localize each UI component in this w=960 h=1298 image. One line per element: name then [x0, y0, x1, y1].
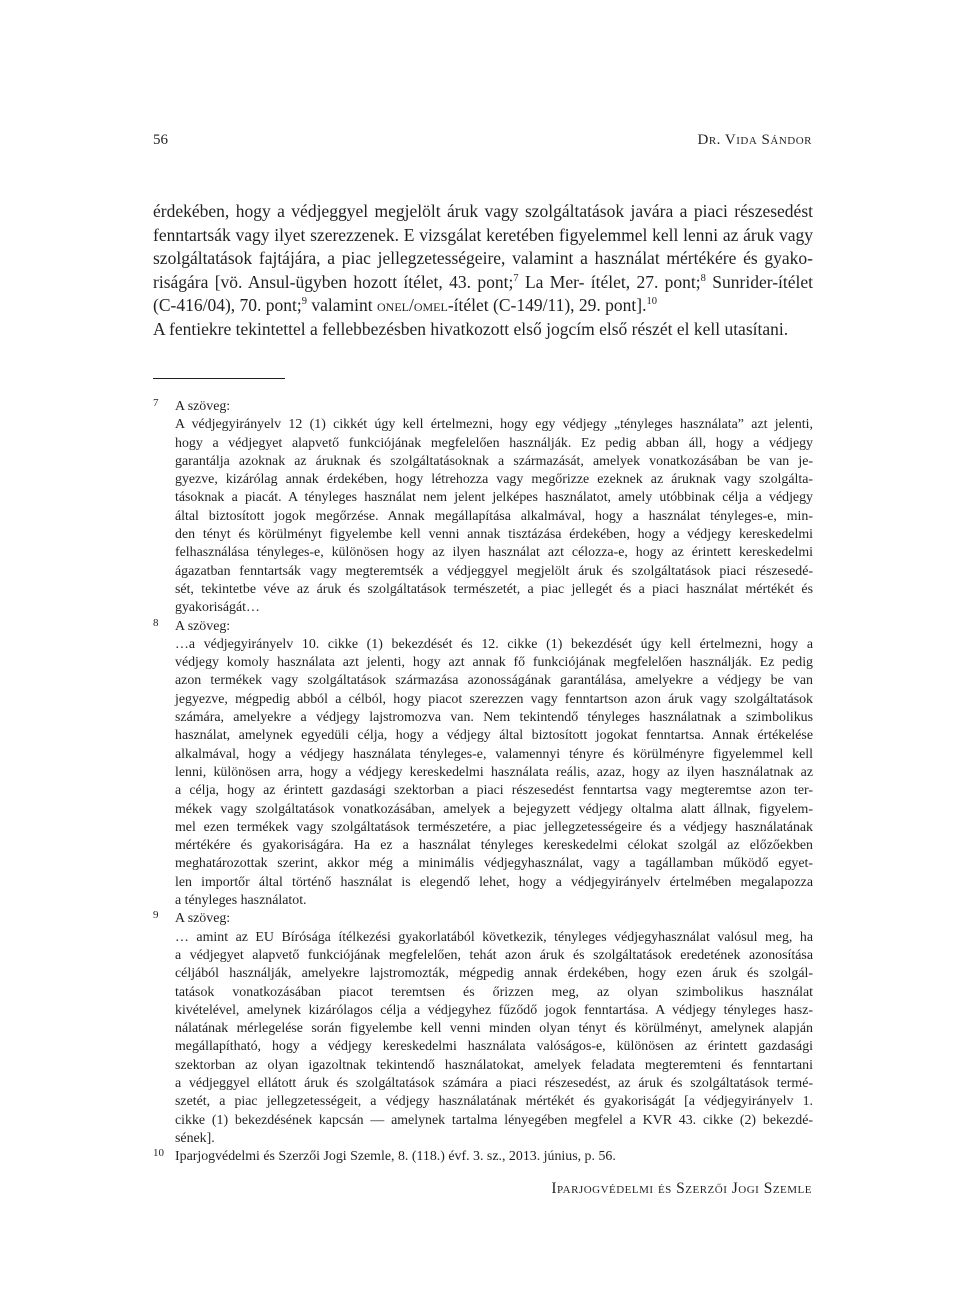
footnote-line: céljából használják, amelyekre lajstromozták, mégpedig annak érdekében, hogy ezen áruk és szolgál-: [175, 966, 813, 982]
footnote: [153, 618, 813, 911]
footnote-line: azon termékek vagy szolgáltatások származása azonosságának garantálása, amelyekre a védjegy be van: [175, 673, 813, 689]
footnote-separator: [153, 378, 285, 379]
footnote-number: 7: [153, 397, 159, 409]
footnote-line: a célja, hogy az érintett gazdasági szektorban a piaci részesedést fenntartsa vagy megteremtse azon ter-: [175, 783, 813, 799]
footnote-ref: 10: [646, 296, 657, 308]
footnote-line: által biztosított jogok megőrzése. Annak megállapítása alkalmával, hogy a használat tényleges-e, min-: [175, 508, 813, 524]
footnote-line: mékek vagy szolgáltatások vonatkozásában, amelyek a bejegyzett védjegy oltalma alatt állnak, figyelem-: [175, 801, 813, 817]
body-line: fenntartsák vagy ilyet szerezzenek. E vizsgálat keretében figyelemmel kell lenni az áruk vagy: [153, 224, 813, 245]
journal-footer: Iparjogvédelmi és Szerzői Jogi Szemle: [551, 1180, 812, 1197]
body-line: A fentiekre tekintettel a fellebbezésben hivatkozott első jogcím első részét el kell utasítani.: [153, 318, 789, 339]
footnote-line: … amint az EU Bírósága ítélkezési gyakorlatából következik, tényleges védjegyhasználat valósul meg, ha: [175, 929, 813, 945]
footnote-number: 8: [153, 616, 159, 629]
footnote-line: meghatározottak szerint, akkor még a minimális védjegyhasználat, vagy a tagállamban működő egyet-: [175, 856, 813, 872]
footnote-line: védjegy komoly használata azt jelenti, hogy azt annak fő funkciójának megfelelően használják. Ez pedig: [175, 655, 813, 671]
footnote-ref: 7: [513, 272, 519, 284]
body-segment: (C-416/04), 70. pont;: [153, 295, 302, 316]
body-segment: Sunrider-ítélet: [712, 271, 814, 292]
footnote-line: A szöveg:: [175, 911, 231, 927]
footnote-line: lenni, különösen arra, hogy a védjegy kereskedelmi használata reális, azaz, hogy az ilyen használatnak az: [175, 764, 813, 780]
footnotes: [153, 398, 813, 1166]
footnote-line: sének].: [175, 1130, 215, 1146]
footnote-number: 10: [153, 1147, 164, 1160]
body-segment: -ítélet (C-149/11), 29. pont].: [447, 295, 647, 316]
body-segment: riságára [vö. Ansul-ügyben hozott ítélet, 43. pont;: [153, 271, 514, 292]
footnote-line: …a védjegyirányelv 10. cikke (1) bekezdését és 12. cikke (1) bekezdését úgy kell értelmezni, hogy a: [175, 636, 813, 652]
footnote-ref: 9: [301, 296, 307, 308]
page-number: 56: [153, 132, 168, 148]
footnote-line: nálatának mérlegelése során figyelembe kell venni minden olyan tényt és körülményt, amelynek alapján: [175, 1021, 813, 1037]
footnote-number: 9: [153, 909, 159, 922]
footnote-line: mértékére és gyakoriságára. Ha ez a használat tényleges kereskedelmi célokat szolgál az előzőekben: [175, 838, 813, 854]
footnote-line: sét, tekintetbe véve az áruk és szolgáltatások természetét, a piac jellegét és a piaci használat mértékét és: [175, 581, 813, 597]
footnote: [153, 1148, 813, 1166]
footnote-line: A szöveg:: [175, 399, 231, 414]
footnote-line: gyezve, kizárólag annak érdekében, hogy létrehozza vagy megőrizze ezeknek az áruknak vagy szolgálta-: [175, 472, 813, 488]
body-segment: valamint: [311, 295, 373, 316]
footnote-line: megállapítható, hogy a védjegy kereskedelmi használata valóságos-e, különösen az érintett gazdasági: [175, 1039, 813, 1055]
footnote-line: cikke (1) bekezdésének kapcsán — amelynek tartalma lényegében megfelel a KVR 43. cikke (2) bekezdé-: [175, 1112, 813, 1128]
footnote-line: jegyezve, mégpedig abból a célból, hogy piacot szerezzen vagy fenntartson azon áruk vagy szolgáltatások: [175, 691, 813, 707]
footnote-line: felhasználása tényleges-e, különösen hogy az ilyen használat azt célozza-e, hogy az érintett kereskedelmi: [175, 545, 813, 561]
footnote-line: tásoknak a piacát. A tényleges használat nem jelent jelképes használatot, amely utóbbinak célja a védjegy: [175, 490, 813, 506]
footnote-line: A védjegyirányelv 12 (1) cikkét úgy kell értelmezni, hogy egy védjegy „tényleges használata” azt jelenti,: [175, 417, 813, 433]
footnote-line: hogy a védjegyet alapvető funkciójának megfelelően használják. Ez pedig abban áll, hogy a védjegy: [175, 435, 813, 451]
footnote-line: szetét, a piac jellegzetességeit, a védjegy használatának mértékét és gyakoriságát [a védjegyirányelv 1.: [175, 1094, 813, 1110]
footnote-line: a védjeggyel ellátott áruk és szolgáltatások számára a piaci részesedést, az áruk és szolgáltatások termé-: [175, 1075, 813, 1091]
body-text: [153, 200, 813, 342]
footnote-line: garantálja azoknak az áruknak és szolgáltatásoknak a származását, amelyek vonatkozásában be van je-: [175, 453, 813, 469]
footnote-line: tatások vonatkozásában piacot teremtsen és őrizzen meg, az olyan szimbolikus használat: [175, 984, 813, 1000]
footnote-line: ágazatban fenntartsák vagy megteremtsék a védjeggyel megjelölt áruk és szolgáltatások piaci részesedé-: [175, 563, 813, 579]
footnote-line: számára, amelyekre a védjegy lajstromozva van. Nem tekintendő tényleges használatnak a szimbolikus: [175, 710, 813, 726]
footnote-line: a tényleges használatot.: [175, 893, 307, 909]
running-head: Dr. Vida Sándor: [697, 132, 812, 148]
footnote-line: den tényt és körülményt figyelembe kell venni annak tisztázása érdekében, hogy a védjegy kereskedelmi: [175, 527, 813, 543]
body-line: szolgáltatások fajtájára, a piac jellegzetességeire, valamint a használat mértékére és gyako-: [153, 248, 813, 269]
footnote-line: A szöveg:: [175, 618, 231, 634]
body-line: érdekében, hogy a védjeggyel megjelölt áruk vagy szolgáltatások javára a piaci részesedést: [153, 201, 813, 221]
body-line: [153, 294, 813, 318]
footnote-line: gyakoriságát…: [175, 600, 260, 616]
footnote-ref: 8: [700, 272, 706, 284]
footnote-line: len importőr által történő használat is elegendő lehet, hogy a védjegyirányelv értelmében megalapozza: [175, 874, 813, 890]
footnote: [153, 398, 813, 618]
footnote-line: a védjegyet alapvető funkciójának megfelelően, tehát azon áruk és szolgáltatások eredetének azonosítása: [175, 947, 813, 963]
footnote-line: alkalmával, hogy a védjegy használata tényleges-e, valamennyi tényre és körülményre figyelemmel kell: [175, 746, 813, 762]
footnote-line: használat, amelynek egyedüli célja, hogy a védjegy által biztosított jogokat fenntartsa. Annak értékelése: [175, 728, 813, 744]
body-line: [153, 271, 813, 295]
footnote-line: kivételével, amelynek kizárólagos célja a védjegyhez fűződő jogok fenntartása. A védjegy tényleges hasz-: [175, 1002, 813, 1018]
case-name: onel/omel: [376, 295, 448, 316]
footnote-line: mel ezen termékek vagy szolgáltatások természetére, a piac jellegzetességeire és a védjegy használatának: [175, 819, 813, 835]
body-segment: La Mer- ítélet, 27. pont;: [524, 271, 701, 292]
footnote-line: szektorban az olyan igazoltnak tekintendő használatokat, amelyek feladata megteremteni és fenntartani: [175, 1057, 813, 1073]
footnote-line: Iparjogvédelmi és Szerzői Jogi Szemle, 8. (118.) évf. 3. sz., 2013. június, p. 56.: [175, 1149, 616, 1165]
footnote: [153, 910, 813, 1148]
